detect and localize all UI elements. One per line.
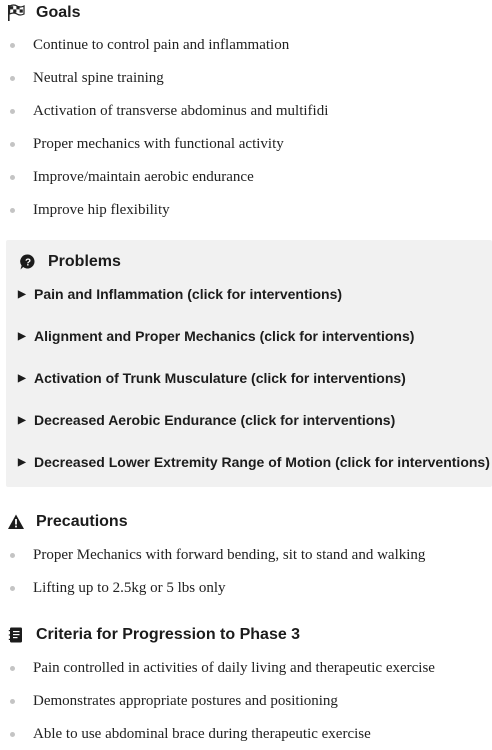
checkered-flag-icon xyxy=(6,3,26,23)
list-item: Proper mechanics with functional activity xyxy=(0,134,492,167)
criteria-title: Criteria for Progression to Phase 3 xyxy=(36,626,301,643)
list-item: Demonstrates appropriate postures and positioning xyxy=(0,691,492,724)
toggle-lower-extremity-rom[interactable]: ▶ Decreased Lower Extremity Range of Motion (click for interventions) xyxy=(18,454,490,470)
triangle-right-icon: ▶ xyxy=(18,456,26,468)
toggle-aerobic-endurance[interactable]: ▶ Decreased Aerobic Endurance (click for interventions) xyxy=(18,412,396,428)
warning-triangle-icon xyxy=(6,512,26,532)
triangle-right-icon: ▶ xyxy=(18,414,26,426)
problems-callout xyxy=(6,240,492,487)
criteria-header xyxy=(6,622,300,648)
list-item: Pain controlled in activities of daily living and therapeutic exercise xyxy=(0,658,492,691)
list-item: Able to use abdominal brace during therapeutic exercise xyxy=(0,724,492,750)
goals-header xyxy=(6,0,80,26)
triangle-right-icon: ▶ xyxy=(18,288,26,300)
problems-title: Problems xyxy=(48,253,121,270)
triangle-right-icon: ▶ xyxy=(18,372,26,384)
criteria-list xyxy=(0,658,492,750)
precautions-header xyxy=(6,509,128,535)
list-item: Lifting up to 2.5kg or 5 lbs only xyxy=(0,578,492,611)
question-bubble-icon xyxy=(18,252,38,272)
precautions-list xyxy=(0,545,492,611)
problems-header xyxy=(18,249,121,275)
toggle-trunk-musculature[interactable]: ▶ Activation of Trunk Musculature (click for interventions) xyxy=(18,370,406,386)
list-item: Improve hip flexibility xyxy=(0,200,492,233)
toggle-pain-inflammation[interactable]: ▶ Pain and Inflammation (click for interventions) xyxy=(18,286,343,302)
goals-list xyxy=(0,35,492,233)
list-item: Continue to control pain and inflammation xyxy=(0,35,492,68)
precautions-title: Precautions xyxy=(36,513,128,530)
list-item: Activation of transverse abdominus and multifidi xyxy=(0,101,492,134)
list-item: Proper Mechanics with forward bending, sit to stand and walking xyxy=(0,545,492,578)
goals-title: Goals xyxy=(36,4,81,21)
triangle-right-icon: ▶ xyxy=(18,330,26,342)
notebook-icon xyxy=(6,625,26,645)
toggle-alignment-mechanics[interactable]: ▶ Alignment and Proper Mechanics (click for interventions) xyxy=(18,328,415,344)
list-item: Improve/maintain aerobic endurance xyxy=(0,167,492,200)
list-item: Neutral spine training xyxy=(0,68,492,101)
svg-text:?: ? xyxy=(24,257,32,269)
